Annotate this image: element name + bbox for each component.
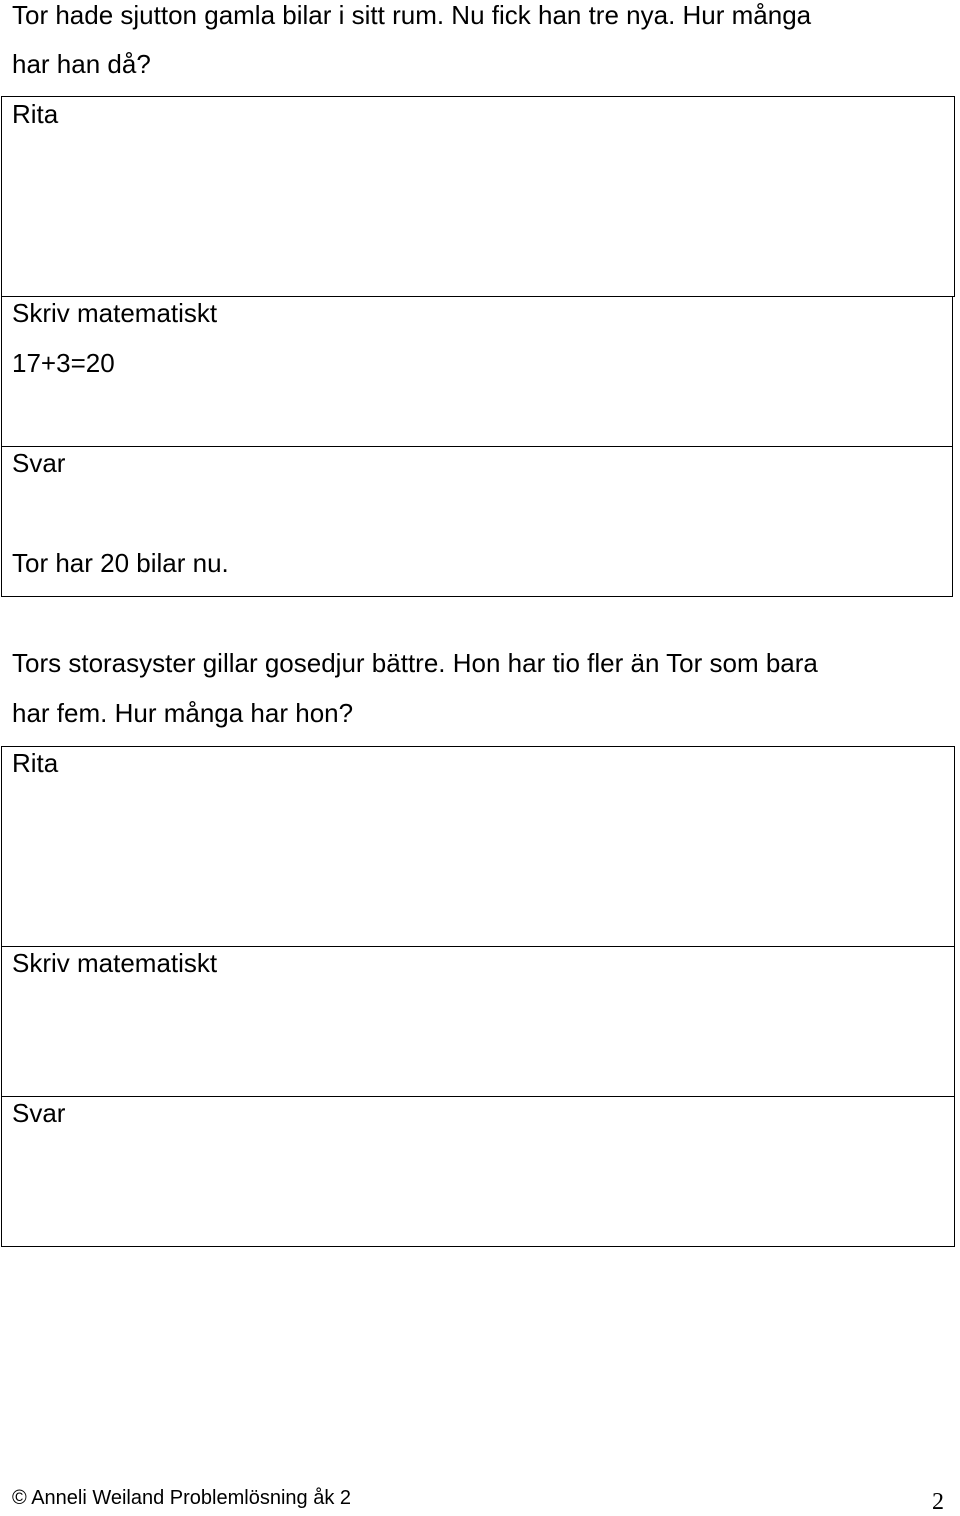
problem1-question-line1: Tor hade sjutton gamla bilar i sitt rum. Nu fick han tre nya. Hur många (12, 0, 812, 30)
footer-copyright: © Anneli Weiland Problemlösning åk 2 (12, 1487, 352, 1509)
problem2-answer-box (1, 1096, 955, 1247)
problem2-math-label: Skriv matematiskt (12, 948, 218, 978)
problem1-math-label: Skriv matematiskt (12, 298, 218, 328)
problem1-draw-label: Rita (12, 99, 59, 129)
problem2-question-line2: har fem. Hur många har hon? (12, 698, 354, 728)
problem2-answer-label: Svar (12, 1098, 66, 1128)
problem2-draw-box (1, 746, 955, 947)
problem2-question-line1: Tors storasyster gillar gosedjur bättre. Hon har tio fler än Tor som bara (12, 648, 818, 678)
problem1-answer-label: Svar (12, 448, 66, 478)
problem2-draw-label: Rita (12, 748, 59, 778)
problem1-math-value: 17+3=20 (12, 348, 115, 378)
problem1-question-line2: har han då? (12, 49, 151, 79)
problem1-draw-box (1, 96, 955, 297)
problem1-answer-value: Tor har 20 bilar nu. (12, 548, 229, 578)
page-number: 2 (932, 1489, 944, 1515)
